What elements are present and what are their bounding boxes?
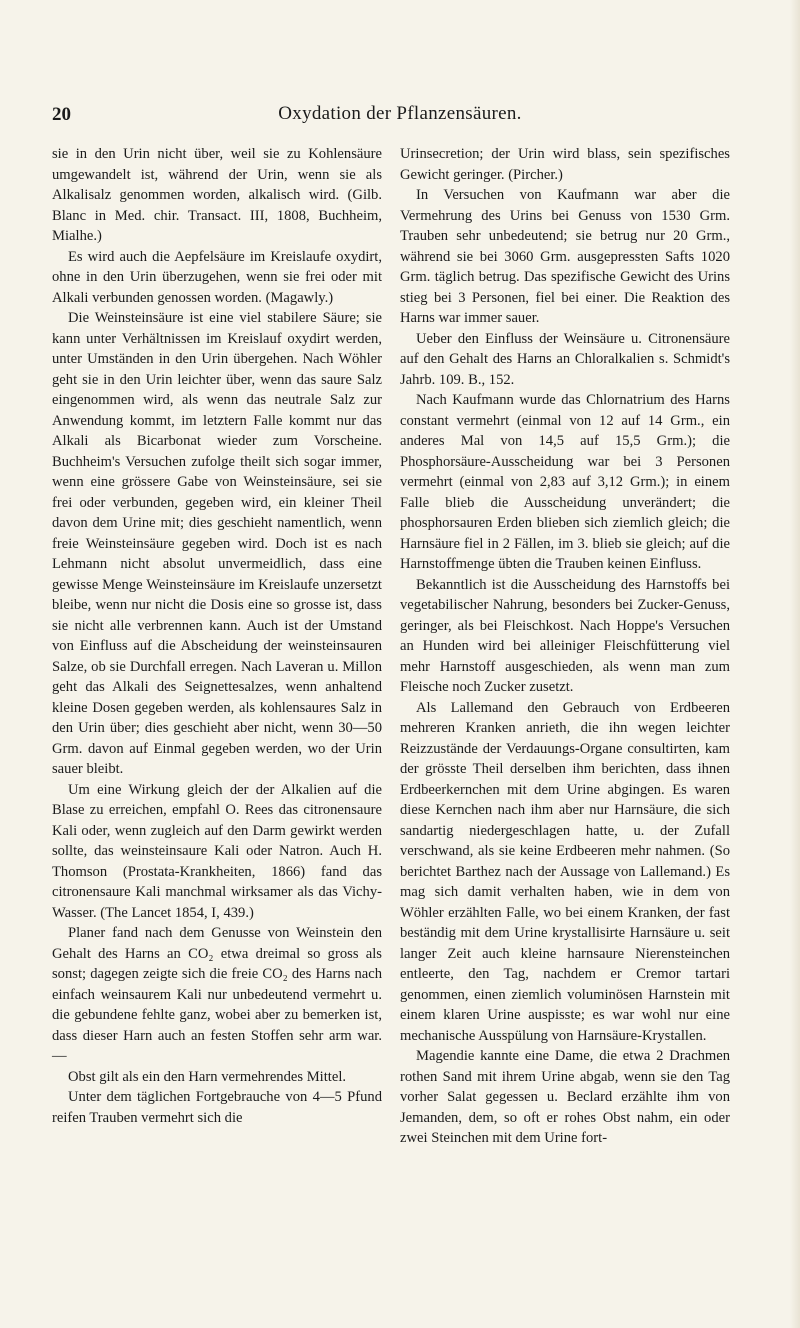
- paragraph: sie in den Urin nicht über, weil sie zu Kohlensäure umgewandelt ist, während der Urin, wenn sie als Alkalisalz genommen worden, alkalisch wird. (Gilb. Blanc in Med. chir. Transact. III, 1808, Buchheim, Mialhe.): [52, 146, 382, 244]
- running-head: Oxydation der Pflanzensäuren.: [278, 103, 522, 124]
- paragraph: Als Lallemand den Gebrauch von Erdbeeren mehreren Kranken anrieth, die ihn wegen leichter Reizzustände der Verdauungs-Organe consultirten, kam der grösste Theil derselben ihm berichten, dass ihnen Erdbeerkernchen mit dem Urine abgingen. Es waren diese Kernchen nach ihm aber nur Harnsäure, die sich sandartig niedergeschlagen hatte, u. der Zufall verschwand, als sie keine Erdbeeren mehr nahmen. (So berichtet Barthez nach der Aussage von Lallemand.) Es mag sich damit verhalten haben, wie in dem von Wöhler erzählten Falle, wo bei einem Kranken, der fast beständig mit dem Urine krystallisirte Harnsäure u. seit langer Zeit auch kleine harnsaure Nierensteinchen entleerte, den Tag, nachdem er Cremor tartari genommen, einen ziemlich voluminösen Harnstein mit einem klaren Urine auspisste; es war wohl nur eine mechanische Ausspülung von Harnsäure-Krystallen.: [400, 699, 730, 1044]
- paragraph: Nach Kaufmann wurde das Chlornatrium des Harns constant vermehrt (einmal von 12 auf 14 Grm., ein anderes Mal von 14,5 auf 15,5 Grm.); die Phosphorsäure-Ausscheidung war bei 3 Personen vermehrt (einmal von 2,83 auf 3,12 Grm.); in einem Falle blieb die Ausscheidung unverändert; die phosphorsauren Erden blieben sich ziemlich gleich; die Harnsäure fiel in 2 Fällen, im 3. blieb sie gleich; auf die Harnstoffmenge übten die Trauben keinen Einfluss.: [400, 392, 730, 572]
- paragraph: Die Weinsteinsäure ist eine viel stabilere Säure; sie kann unter Verhältnissen im Kreislauf oxydirt werden, unter Umständen in den Urin übergehen. Nach Wöhler geht sie in den Urin leichter über, wenn das saure Salz eingenommen wird, als wenn das neutrale Salz zur Anwendung kommt, im letztern Falle kommt nur das Alkali als Bicarbonat wieder zum Vorscheine. Buchheim's Versuchen zufolge theilt sich sogar immer, wenn eine grössere Gabe von Weinsteinsäure, sei sie frei oder verbunden, gegeben wird, ein kleiner Theil davon dem Urine mit; dies geschieht namentlich, wenn freie Weinsteinsäure gegeben wird. Doch ist es nach Lehmann nicht absolut unvermeidlich, dass eine gewisse Menge Weinsteinsäure im Kreislaufe unzersetzt bleibe, wenn nur nicht die Dosis eine so grosse ist, dass sie nicht alle verbrennen kann. Auch ist der Umstand von Einfluss auf die Abscheidung der weinsteinsauren Salze, ob sie Durchfall erregen. Nach Laveran u. Millon geht das Alkali des Seignettesalzes, wenn anhaltend kleine Dosen gegeben werden, als kohlensaures Salz in den Urin über; dies geschieht aber nicht, wenn 30—50 Grm. davon auf Einmal gegeben werden, wo der Urin sauer bleibt.: [52, 310, 382, 777]
- paragraph: Magendie kannte eine Dame, die etwa 2 Drachmen rothen Sand mit ihrem Urine abgab, wenn sie den Tag vorher Salat gegessen u. Beclard erzählte ihm von Jemanden, dem, so oft er rohes Obst nahm, ein oder zwei Steinchen mit dem Urine fort-: [400, 1048, 730, 1146]
- paragraph: Um eine Wirkung gleich der der Alkalien auf die Blase zu erreichen, empfahl O. Rees das citronensaure Kali oder, wenn zugleich auf den Darm gewirkt werden sollte, das weinsteinsaure Kali oder Natron. Auch H. Thomson (Prostata-Krankheiten, 1866) fand das citronensaure Kali manchmal wirksamer als das Vichy-Wasser. (The Lancet 1854, I, 439.): [52, 781, 382, 921]
- paragraph: Obst gilt als ein den Harn vermehrendes Mittel.: [68, 1068, 347, 1085]
- paragraph: Ueber den Einfluss der Weinsäure u. Citronensäure auf den Gehalt des Harns an Chloralkalien s. Schmidt's Jahrb. 109. B., 152.: [400, 330, 730, 388]
- page-header: [0, 0, 800, 130]
- right-column: [400, 144, 730, 1149]
- paragraph: Planer fand nach dem Genusse von Weinstein den Gehalt des Harns an CO₂ etwa dreimal so gross als sonst; dagegen zeigte sich die freie CO₂ des Harns nach einfach weinsaurem Kali nur unbedeutend vermehrt u. die gebundene fehlte ganz, wobei aber zu bemerken ist, dass dieser Harn auch an festen Stoffen sehr arm war. —: [52, 925, 382, 1064]
- paragraph: Es wird auch die Aepfelsäure im Kreislaufe oxydirt, ohne in den Urin überzugehen, wenn sie frei oder mit Alkali verbunden genossen worden. (Magawly.): [52, 248, 382, 306]
- page-edge-shadow: [790, 0, 800, 1328]
- page-number: 20: [52, 104, 71, 125]
- paragraph: Bekanntlich ist die Ausscheidung des Harnstoffs bei vegetabilischer Nahrung, besonders bei Zucker-Genuss, geringer, als bei Fleischkost. Nach Hoppe's Versuchen an Hunden wird bei alleiniger Fleischfütterung viel mehr Harnstoff ausgeschieden, als wenn man zum Fleische noch Zucker zusetzt.: [400, 576, 730, 695]
- paragraph: In Versuchen von Kaufmann war aber die Vermehrung des Urins bei Genuss von 1530 Grm. Trauben sehr unbedeutend; sie betrug nur 20 Grm., während sie bei 3060 Grm. ausgepressten Safts 1020 Grm. täglich betrug. Das spezifische Gewicht des Urins stieg bei 3 Personen, fiel bei einer. Die Reaktion des Harns war immer sauer.: [400, 187, 730, 326]
- paragraph: Unter dem täglichen Fortgebrauche von 4—5 Pfund reifen Trauben vermehrt sich die: [52, 1089, 382, 1126]
- left-column: [52, 144, 382, 1128]
- paragraph: Urinsecretion; der Urin wird blass, sein spezifisches Gewicht geringer. (Pircher.): [400, 146, 730, 183]
